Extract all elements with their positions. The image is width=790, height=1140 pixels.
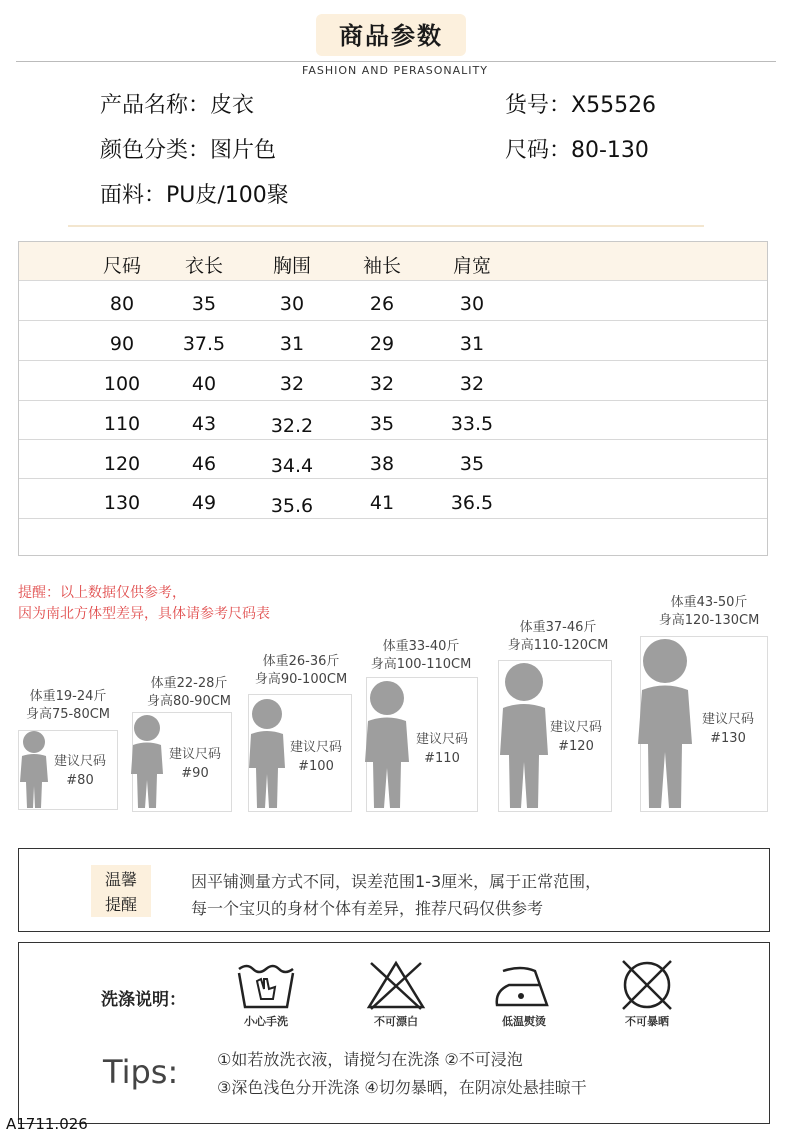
- notice-box: [18, 848, 770, 932]
- product-code: A1711.026: [6, 1115, 88, 1133]
- hand-wash-icon: [235, 959, 297, 1011]
- figure-caption: [246, 653, 356, 689]
- figure-size: #110: [424, 751, 460, 766]
- table-cell: 32: [279, 373, 305, 395]
- table-cell: 29: [369, 333, 395, 355]
- table-cell: 32: [369, 373, 395, 395]
- table-row-line: [19, 518, 767, 519]
- figure-height: 身高120-130CM: [658, 613, 760, 628]
- page-title: 商品参数: [339, 22, 443, 50]
- figure-caption: [646, 594, 772, 630]
- table-cell: 35: [191, 293, 217, 315]
- table-cell: 32.2: [270, 415, 314, 437]
- table-row-line: [19, 478, 767, 479]
- table-cell: 120: [103, 453, 141, 475]
- table-cell: 90: [109, 333, 135, 355]
- table-cell: 100: [103, 373, 141, 395]
- reminder-line-1: 提醒：以上数据仅供参考，: [18, 585, 186, 601]
- notice-tag: [91, 867, 151, 917]
- figure-suggest: 建议尺码: [701, 712, 754, 727]
- tip-line-1: ①如若放洗衣液，请搅匀在洗涤 ②不可浸泡: [217, 1050, 523, 1069]
- param-color: 颜色分类：图片色: [100, 138, 277, 163]
- figure-height: 身高110-120CM: [507, 638, 609, 653]
- notice-tag-line: 提醒: [104, 895, 137, 914]
- table-cell: 35.6: [270, 495, 314, 517]
- table-cell: 30: [279, 293, 305, 315]
- figure-caption: [10, 688, 126, 724]
- table-cell: 35: [459, 453, 485, 475]
- table-cell: 46: [191, 453, 217, 475]
- low-iron-label: 低温熨烫: [502, 1015, 546, 1028]
- params-divider: [68, 225, 704, 227]
- figure-caption: [364, 638, 478, 674]
- figure-weight: 体重37-46斤: [519, 620, 597, 635]
- table-cell: 80: [109, 293, 135, 315]
- hand-wash-label: 小心手洗: [244, 1015, 288, 1028]
- table-cell: 43: [191, 413, 217, 435]
- figure-label: [280, 738, 352, 776]
- size-table: [18, 241, 768, 556]
- figure-weight: 体重19-24斤: [29, 689, 107, 704]
- header-chest: 胸围: [272, 255, 311, 277]
- table-cell: 110: [103, 413, 141, 435]
- figure-label: [160, 745, 230, 783]
- tips-heading: Tips:: [103, 1053, 179, 1091]
- low-iron-icon: [491, 961, 557, 1011]
- figure-label: [690, 710, 766, 748]
- no-sun-icon: [619, 957, 675, 1013]
- param-item-number: 货号：X55526: [505, 93, 657, 118]
- wash-title: 洗涤说明：: [101, 990, 186, 1010]
- wash-instructions-box: [18, 942, 770, 1124]
- header-sleeve: 袖长: [362, 255, 401, 277]
- figure-weight: 体重22-28斤: [150, 676, 228, 691]
- figure-size: #120: [558, 739, 594, 754]
- figure-size: #90: [181, 766, 209, 781]
- table-cell: 30: [459, 293, 485, 315]
- table-cell: 36.5: [450, 492, 494, 514]
- table-cell: 40: [191, 373, 217, 395]
- table-cell: 26: [369, 293, 395, 315]
- param-size-range: 尺码：80-130: [505, 138, 649, 163]
- no-sun-label: 不可暴晒: [625, 1015, 669, 1028]
- table-row-line: [19, 280, 767, 281]
- table-cell: 37.5: [182, 333, 226, 355]
- figure-height: 身高75-80CM: [25, 707, 111, 722]
- figure-caption: [496, 619, 620, 655]
- table-cell: 41: [369, 492, 395, 514]
- title-divider: [16, 61, 776, 62]
- figure-size: #80: [66, 773, 94, 788]
- notice-line-2: 每一个宝贝的身材个体有差异，推荐尺码仅供参考: [191, 899, 544, 918]
- figure-suggest: 建议尺码: [289, 740, 342, 755]
- figure-suggest: 建议尺码: [168, 747, 221, 762]
- figure-height: 身高100-110CM: [370, 657, 472, 672]
- table-cell: 49: [191, 492, 217, 514]
- table-cell: 31: [279, 333, 305, 355]
- figure-height: 身高90-100CM: [254, 672, 348, 687]
- param-fabric: 面料：PU皮/100聚: [100, 183, 289, 208]
- notice-tag-line: 温馨: [104, 870, 137, 889]
- figure-weight: 体重43-50斤: [670, 595, 748, 610]
- figure-label: [45, 752, 115, 790]
- header-size: 尺码: [102, 255, 141, 277]
- page-subtitle: FASHION AND PERASONALITY: [302, 64, 488, 77]
- reminder-line-2: 因为南北方体型差异，具体请参考尺码表: [18, 606, 270, 622]
- table-cell: 130: [103, 492, 141, 514]
- figure-size: #100: [298, 759, 334, 774]
- figure-suggest: 建议尺码: [549, 720, 602, 735]
- no-bleach-icon: [365, 959, 427, 1011]
- figure-label: [406, 730, 478, 768]
- header-length: 衣长: [184, 255, 223, 277]
- table-row-line: [19, 320, 767, 321]
- tip-line-2: ③深色浅色分开洗涤 ④切勿暴晒，在阴凉处悬挂晾干: [217, 1078, 587, 1097]
- figure-caption: [136, 675, 242, 711]
- table-row-line: [19, 360, 767, 361]
- notice-line-1: 因平铺测量方式不同，误差范围1-3厘米，属于正常范围，: [191, 872, 602, 891]
- header-shoulder: 肩宽: [452, 255, 491, 277]
- figure-weight: 体重33-40斤: [382, 639, 460, 654]
- child-silhouette-icon: [632, 636, 698, 812]
- table-cell: 31: [459, 333, 485, 355]
- table-cell: 35: [369, 413, 395, 435]
- table-row-line: [19, 400, 767, 401]
- figure-size: #130: [710, 731, 746, 746]
- figure-suggest: 建议尺码: [415, 732, 468, 747]
- figure-height: 身高80-90CM: [146, 694, 232, 709]
- no-bleach-label: 不可漂白: [374, 1015, 418, 1028]
- table-cell: 32: [459, 373, 485, 395]
- table-row-line: [19, 439, 767, 440]
- figure-weight: 体重26-36斤: [262, 654, 340, 669]
- param-product-name: 产品名称：皮衣: [100, 93, 255, 118]
- table-cell: 34.4: [270, 455, 314, 477]
- table-cell: 33.5: [450, 413, 494, 435]
- figure-label: [540, 718, 612, 756]
- table-cell: 38: [369, 453, 395, 475]
- figure-suggest: 建议尺码: [53, 754, 106, 769]
